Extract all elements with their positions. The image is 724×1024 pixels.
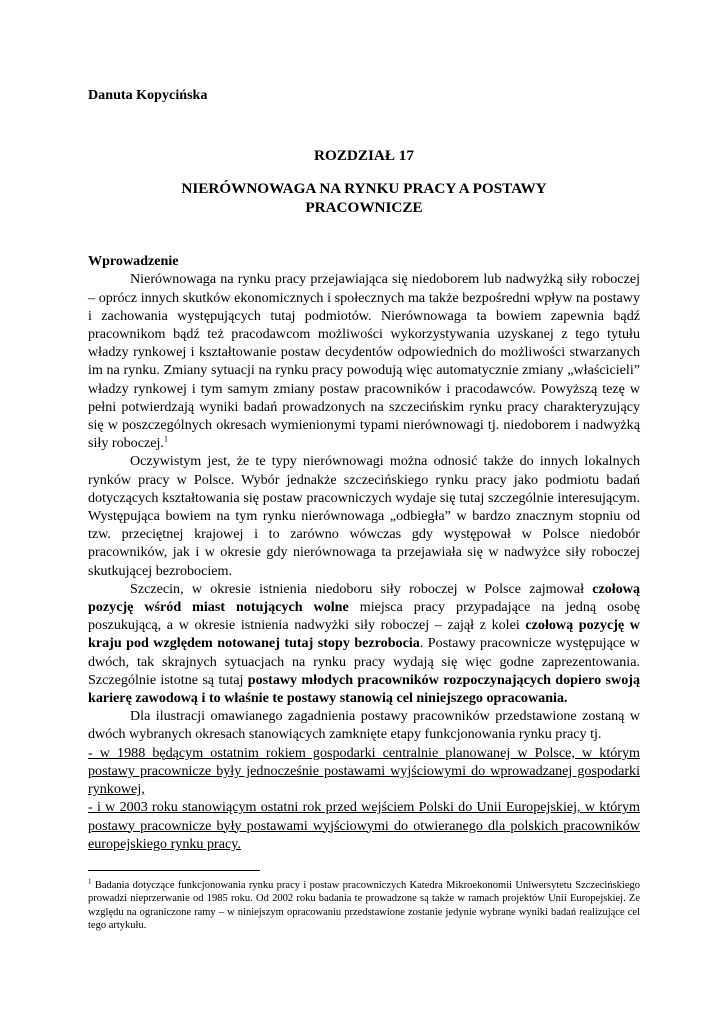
paragraph-4 — [88, 707, 640, 853]
footnote-marker: 1 — [88, 877, 92, 886]
chapter-number: ROZDZIAŁ 17 — [313, 147, 414, 165]
paragraph-3-bold-b: czołową pozycję w kraju pod względem notowanej tutaj stopy bezrobocia — [88, 617, 640, 652]
footnote-reference[interactable]: 1 — [163, 434, 168, 444]
main-content — [88, 86, 640, 853]
paragraph-2: Oczywistym jest, że te typy nierównowagi można odnosić także do innych lokalnych rynków pracy w Polsce. Wybór jednakże szczecińskiego rynku pracy jako podmiotu badań dotyczących kształtowania się postaw pracowniczych wydaje się tutaj szczególnie interesującym. Występująca bowiem na tym rynku nierównowaga „odbiegła” w bardzo znacznym stopniu od tzw. przeciętnej krajowej i to zarówno wówczas gdy występował w Polsce niedobór pracowników, jak i w okresie gdy nierównowaga ta przejawiała się w nadwyżce siły roboczej skutkującej bezrobociem. — [88, 453, 640, 579]
paragraph-3-text-c: . Postawy pracownicze występujące w dwóch, tak skrajnych sytuacjach na rynku pracy wydają się więc godne zaprezentowania. Szczególnie istotne są tutaj — [88, 635, 640, 688]
paragraph-3-bold-c: postawy młodych pracowników rozpoczynających dopiero swoją karierę zawodową i to właśnie te postawy stanowią cel niniejszego opracowania. — [88, 671, 640, 707]
footnote-separator — [88, 870, 260, 871]
chapter-title — [88, 179, 640, 217]
paragraph-1-text: Nierównowaga na rynku pracy przejawiająca się niedoborem lub nadwyżką siły roboczej – oprócz innych skutków ekonomicznych i społecznych ma także bezpośredni wpływ na postawy i zachowania występujących tutaj podmiotów. Nierównowaga ta bowiem zapewnia bądź pracownikom bądź też pracodawcom możliwości wykorzystywania uzyskanej z tego tytułu władzy rynkowej i kształtowanie postaw decydentów odpowiednich do możliwości stwarzanych im na rynku. Zmiany sytuacji na rynku pracy powodują więc automatycznie zmiany „właścicieli” władzy rynkowej i tym samym zmiany postaw pracowników i pracodawców. Powyższą tezę w pełni potwierdzają wyniki badań prowadzonych na szczecińskim rynku pracy charakteryzujący się w poszczególnych okresach wymienionymi typami nierównowagi tj. niedoborem i nadwyżką siły roboczej. — [88, 271, 640, 452]
chapter-title-line-2: PRACOWNICZE — [305, 199, 423, 217]
section-heading: Wprowadzenie — [88, 253, 179, 270]
author-name: Danuta Kopycińska — [88, 87, 208, 103]
paragraph-4-text: Dla ilustracji omawianego zagadnienia postawy pracowników przedstawione zostaną w dwóch wybranych okresach stanowiących zamknięte etapy funkcjonowania rynku pracy tj. — [88, 708, 640, 743]
footnote-text: Badania dotyczące funkcjonowania rynku pracy i postaw pracowniczych Katedra Mikroekonomii Uniwersytetu Szczecińskiego prowadzi nieprzerwanie od 1985 roku. Od 2002 roku badania te prowadzone są także w ramach projektów Unii Europejskiej. Ze względu na ograniczone ramy – w niniejszym opracowaniu przedstawione zostanie jedynie wybrane wyniki badań realizujące cel tego artykułu. — [88, 880, 640, 932]
paragraph-3 — [88, 580, 640, 707]
list-item-2003: - i w 2003 roku stanowiącym ostatni rok przed wejściem Polski do Unii Europejskiej, w którym postawy pracownicze były postawami wyjściowymi do otwieranego dla polskich pracowników europejskiego rynku pracy. — [88, 799, 640, 852]
chapter-title-line-1: NIERÓWNOWAGA NA RYNKU PRACY A POSTAWY — [181, 180, 547, 198]
paragraph-3-text-a: Szczecin, w okresie istnienia niedoboru siły roboczej w Polsce zajmował — [130, 580, 593, 597]
paragraph-3-text-b: miejsca pracy przypadające na jedną osobę poszukującą, a w okresie istnienia nadwyżki siły roboczej – zajął z kolei — [88, 599, 640, 634]
list-item-1988: - w 1988 będącym ostatnim rokiem gospodarki centralnie planowanej w Polsce, w którym postawy pracownicze były jednocześnie postawami wyjściowymi do wprowadzanej gospodarki rynkowej, — [88, 744, 640, 798]
paragraph-1 — [88, 270, 640, 452]
paragraph-3-bold-a: czołową pozycję wśród miast notujących wolne — [88, 580, 640, 616]
footnote — [88, 879, 640, 933]
